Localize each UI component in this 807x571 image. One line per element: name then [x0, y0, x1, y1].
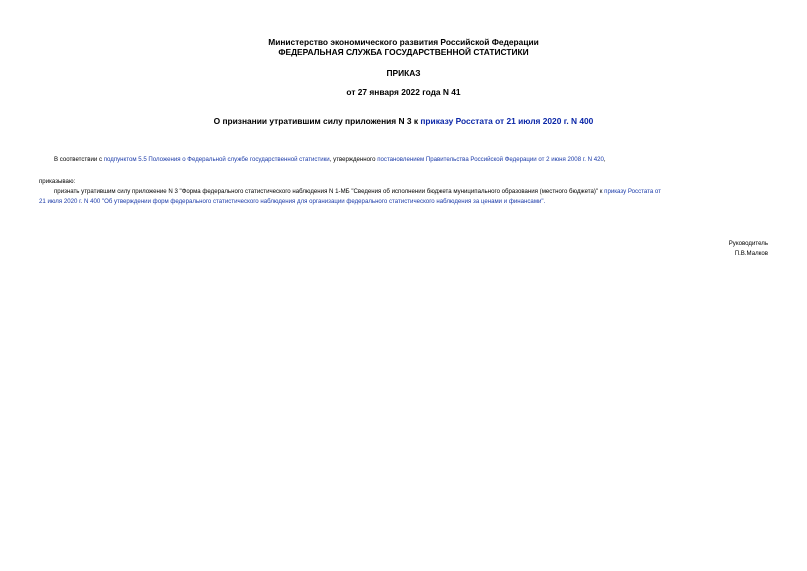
preamble-paragraph	[54, 155, 606, 165]
service-name: ФЕДЕРАЛЬНАЯ СЛУЖБА ГОСУДАРСТВЕННОЙ СТАТИСТИКИ	[278, 47, 529, 57]
government-decree-link[interactable]: постановлением Правительства Российской Федерации от 2 июня 2008 г. N 420	[377, 156, 604, 163]
order-400-link-part-1[interactable]: приказу Росстата от	[604, 188, 661, 195]
signatory-name: П.В.Малков	[734, 250, 768, 257]
preamble-text-3: ,	[603, 156, 606, 163]
preamble-text-2: , утвержденного	[329, 156, 378, 163]
document-type: ПРИКАЗ	[386, 68, 421, 78]
title-text: О признании утратившим силу приложения N 3 к	[213, 116, 421, 126]
order-word: приказываю:	[39, 178, 76, 185]
clause-text-1: признать утратившим силу приложение N 3 "Форма федерального статистического наблюдения N 1-МБ "Сведения об исполнении бюджета муниципального образования (местного бюджета)" к	[54, 188, 605, 195]
regulation-link[interactable]: подпунктом 5.5 Положения о Федеральной службе государственной статистики	[103, 156, 330, 163]
order-400-link-part-2[interactable]: 21 июля 2020 г. N 400	[39, 198, 101, 205]
title-order-link[interactable]: приказу Росстата от 21 июля 2020 г. N 400	[420, 116, 594, 126]
clause-line-1	[54, 187, 661, 197]
document-title	[0, 116, 807, 126]
clause-line-2	[39, 197, 545, 207]
signatory-position: Руководитель	[728, 240, 768, 247]
document-date-number: от 27 января 2022 года N 41	[346, 87, 461, 97]
preamble-text-1: В соответствии с	[54, 156, 104, 163]
clause-text-2: "Об утверждении форм федерального статистического наблюдения для организации федерального статистического наблюдения за ценами и финансами".	[100, 198, 546, 205]
ministry-name: Министерство экономического развития Российской Федерации	[268, 37, 539, 47]
